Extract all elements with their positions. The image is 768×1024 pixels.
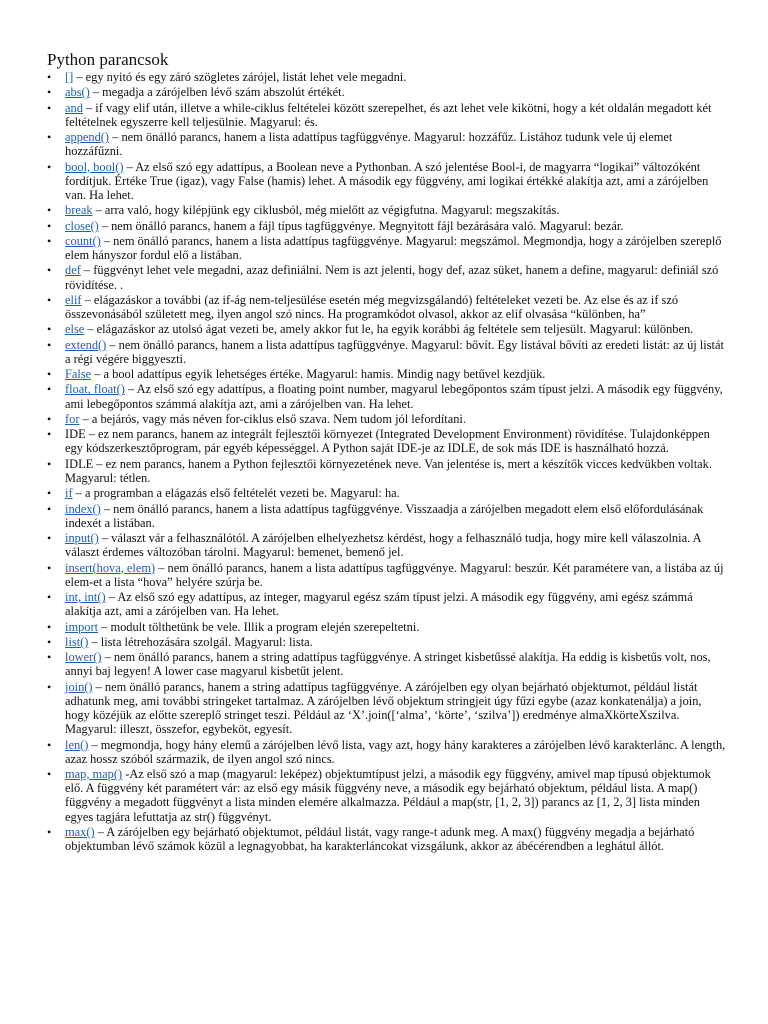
list-item xyxy=(47,101,728,129)
keyword-link[interactable]: abs() xyxy=(65,85,90,100)
keyword-link[interactable]: index() xyxy=(65,501,101,516)
item-description: – nem önálló parancs, hanem a lista adattípus tagfüggvénye. Magyarul: megszámol. Megmondja, hogy a zárójelben szereplő elem hányszor fordul elő a listában. xyxy=(65,233,722,263)
item-description: – nem önálló parancs, hanem a lista adattípus tagfüggvénye. Visszaadja a zárójelben megadott elem első előfordulásának indexét a listában. xyxy=(65,501,704,530)
list-item xyxy=(47,338,728,366)
list-item xyxy=(47,486,728,500)
item-description: – nem önálló parancs, hanem a lista adattípus tagfüggvénye. Magyarul: hozzáfűz. Listához tudunk vele új elemet hozzáfűzni. xyxy=(65,130,673,159)
item-description: IDE – ez nem parancs, hanem az integrált fejlesztői környezet (Integrated Development Environment) rövidítése. Tulajdonképpen egy kódszerkesztőprogram, pár egyéb képességgel. A Python saját IDE-je az IDLE, de sok más IDE is használható hozzá. xyxy=(65,427,710,456)
list-item xyxy=(47,322,728,336)
keyword-link[interactable]: import xyxy=(65,619,99,634)
list-item xyxy=(47,85,728,99)
item-description: – A zárójelben egy bejárható objektumot, például listát, vagy range-t adunk meg. A max() függvény megadja a bejárható objektumban lévő számok közül a legnagyobbat, ha karakterláncokat vizsgálunk, akkor az ábécérendben a leghátul állót. xyxy=(65,824,695,854)
item-description: IDLE – ez nem parancs, hanem a Python fejlesztői környezetének neve. Van jelentése is, mert a készítők vicces kedvükben voltak. Magyarul: tétlen. xyxy=(65,456,712,485)
item-description: – arra való, hogy kilépjünk egy ciklusból, még mielőtt az végigfutna. Magyarul: megszakítás. xyxy=(92,203,560,218)
list-item xyxy=(47,620,728,634)
list-item xyxy=(47,561,728,589)
keyword-link[interactable]: elif xyxy=(65,292,82,307)
item-description: – nem önálló parancs, hanem a lista adattípus tagfüggvénye. Magyarul: bővít. Egy listával bővíti az eredeti listát: az új listát a régi végére biggyeszti. xyxy=(65,337,724,366)
list-item xyxy=(47,382,728,410)
item-description: – Az első szó egy adattípus, az integer, magyarul egész szám típust jelzi. A második egy függvény, ami egész számmá alakítja azt, ami a zárójelben van. Ha lehet. xyxy=(65,590,693,619)
item-description: – elágazáskor a további (az if-ág nem-teljesülése esetén még megvizsgálandó) feltételeket vezeti be. Az else és az if szó összevonásából született meg, ilyen angol szó nincs. Ha programkódot olvasol, akkor az elif olvasása “különben, ha” xyxy=(65,292,679,322)
keyword-link[interactable]: close() xyxy=(65,218,99,233)
item-description: – nem önálló parancs, hanem a fájl típus tagfüggvénye. Megnyitott fájl bezárására való. Magyarul: bezár. xyxy=(98,218,624,233)
item-description: – a programban a elágazás első feltételét vezeti be. Magyarul: ha. xyxy=(72,486,400,501)
item-description: – választ vár a felhasználótól. A zárójelben elhelyezhetsz kérdést, hogy a felhasználó tudja, hogy mire kell válaszolnia. A választ érdemes változóban tárolni. Magyarul: bemenet, bemenő jel. xyxy=(65,531,701,560)
keyword-link[interactable]: max() xyxy=(65,824,95,839)
item-description: – a bejárós, vagy más néven for-ciklus első szava. Nem tudom jól lefordítani. xyxy=(79,411,466,426)
command-list xyxy=(47,70,728,853)
keyword-link[interactable]: float, float() xyxy=(65,382,125,397)
item-description: – nem önálló parancs, hanem a string adattípus tagfüggvénye. A stringet kisbetűssé alakítja. Ha eddig is kisbetűs volt, nos, annyi baj legyen! A lower case magyarul kisbetűt jelent. xyxy=(65,650,711,679)
list-item xyxy=(47,531,728,559)
item-description: – megadja a zárójelben lévő szám abszolút értékét. xyxy=(89,85,345,100)
list-item xyxy=(47,650,728,678)
keyword-link[interactable]: int, int() xyxy=(65,590,106,605)
keyword-link[interactable]: append() xyxy=(65,130,110,145)
keyword-link[interactable]: len() xyxy=(65,737,89,752)
keyword-link[interactable]: bool, bool() xyxy=(65,159,124,174)
keyword-link[interactable]: False xyxy=(65,367,92,382)
item-description: – Az első szó egy adattípus, a Boolean neve a Pythonban. A szó jelentése Bool-i, de magyarra “logikai” változóként fordítjuk. Értéke True (igaz), vagy False (hamis) lehet. A második egy függvény, ami logikai értékké alakítja azt, ami a zárójelben van. Ha lehet. xyxy=(65,159,709,202)
item-description: – nem önálló parancs, hanem a string adattípus tagfüggvénye. A zárójelben egy olyan bejárható objektumot, például listát adhatunk meg, ami további stringeket tartalmaz. A zárójelben lévő objektum stringjeit úgy fűzi egybe (azaz konkatenálja) a join, hogy közéjük az előtte szereplő stringet teszi. Például az ‘X’.join([‘alma’, ‘körte’, ‘szilva’]) eredménye almaXkörteXszilva. Magyarul: illeszt, összefor, egybeköt, egyesít. xyxy=(65,679,702,737)
list-item xyxy=(47,234,728,262)
list-item xyxy=(47,160,728,203)
item-description: – megmondja, hogy hány elemű a zárójelben lévő lista, vagy azt, hogy hány karakteres a zárójelben lévő karakterlánc. A length, azaz hossz szóból származik, de ilyen angol szó nincs. xyxy=(65,737,726,766)
list-item xyxy=(47,219,728,233)
keyword-link[interactable]: break xyxy=(65,203,93,218)
item-description: – lista létrehozására szolgál. Magyarul: lista. xyxy=(88,634,313,649)
keyword-link[interactable]: else xyxy=(65,322,85,337)
item-description: – modult tölthetünk be vele. Illik a program elején szerepeltetni. xyxy=(98,619,420,634)
list-item xyxy=(47,825,728,853)
item-description: – Az első szó egy adattípus, a floating point number, magyarul lebegőpontos szám típust jelzi. A második egy függvény, ami lebegőpontos számmá alakítja azt, ami a zárójelben van. Ha lehet. xyxy=(65,382,723,411)
keyword-link[interactable]: def xyxy=(65,263,81,278)
keyword-link[interactable]: for xyxy=(65,411,80,426)
list-item xyxy=(47,412,728,426)
list-item xyxy=(47,767,728,824)
item-description: – a bool adattípus egyik lehetséges értéke. Magyarul: hamis. Mindig nagy betűvel kezdjük. xyxy=(91,367,546,382)
item-description: – if vagy elif után, illetve a while-ciklus feltételei között szerepelhet, és azt lehet vele kikötni, hogy a két oldalán megadott két feltételnek egyszerre kell teljesülnie. Magyarul: és. xyxy=(65,100,712,129)
keyword-link[interactable]: map, map() xyxy=(65,767,123,782)
item-description: -Az első szó a map (magyarul: leképez) objektumtípust jelzi, a második egy függvény, amivel map típusú objektumok elő. A függvény két paramétert vár: az első egy másik függvény neve, a második egy bejárható objektum, például lista. A map() függvény a megadott függvényt a lista minden elemére alkalmazza. Például a map(str, [1, 2, 3]) parancs az [1, 2, 3] lista minden egyes tagjára lefuttatja az str() függvényt. xyxy=(65,767,711,824)
list-item xyxy=(47,130,728,158)
keyword-link[interactable]: input() xyxy=(65,531,99,546)
keyword-link[interactable]: join() xyxy=(65,679,93,694)
list-item xyxy=(47,738,728,766)
list-item xyxy=(47,70,728,84)
list-item xyxy=(47,293,728,321)
list-item xyxy=(47,263,728,291)
keyword-link[interactable]: and xyxy=(65,100,83,115)
keyword-link[interactable]: lower() xyxy=(65,650,102,665)
list-item xyxy=(47,680,728,737)
list-item xyxy=(47,457,728,485)
keyword-link[interactable]: list() xyxy=(65,634,89,649)
item-description: – elágazáskor az utolsó ágat vezeti be, amely akkor fut le, ha egyik korábbi ág feltétele sem teljesült. Magyarul: különben. xyxy=(84,322,694,337)
document-title: Python parancsok xyxy=(47,50,169,69)
item-description: – függvényt lehet vele megadni, azaz definiálni. Nem is azt jelenti, hogy def, azaz süket, hanem a define, magyarul: definiál szó rövidítése. . xyxy=(65,263,719,292)
keyword-link[interactable]: [] xyxy=(65,70,74,84)
list-item xyxy=(47,590,728,618)
list-item xyxy=(47,427,728,455)
list-item xyxy=(47,635,728,649)
keyword-link[interactable]: extend() xyxy=(65,337,107,352)
keyword-link[interactable]: count() xyxy=(65,233,101,248)
item-description: – egy nyitó és egy záró szögletes zárójel, listát lehet vele megadni. xyxy=(73,70,407,84)
item-description: – nem önálló parancs, hanem a lista adattípus tagfüggvénye. Magyarul: beszúr. Két paramétere van, a listába az új elem-et a lista “hova” helyére szúrja be. xyxy=(65,560,724,589)
list-item xyxy=(47,203,728,217)
list-item xyxy=(47,367,728,381)
keyword-link[interactable]: if xyxy=(65,486,73,501)
list-item xyxy=(47,502,728,530)
keyword-link[interactable]: insert(hova, elem) xyxy=(65,560,156,575)
